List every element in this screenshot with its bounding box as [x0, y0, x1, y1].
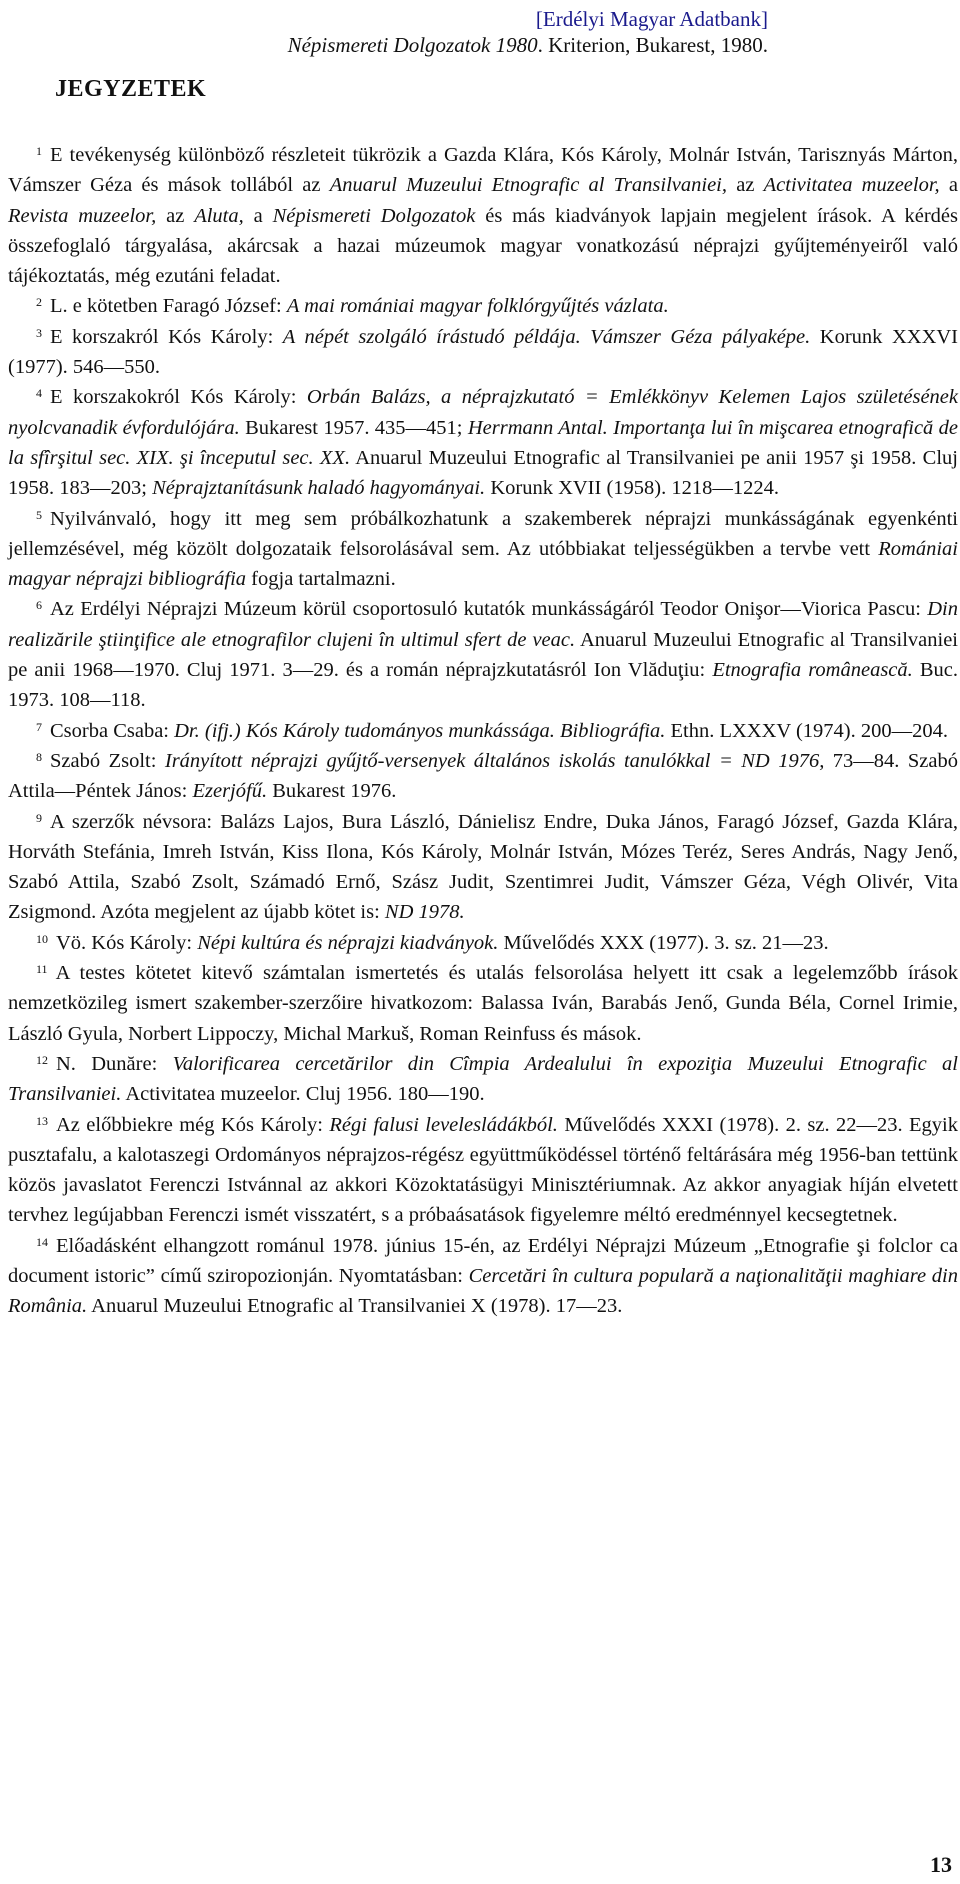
footnote-text: Buc. 1973. 108—118.: [8, 659, 958, 712]
footnote: [8, 1231, 958, 1322]
footnote-italic-text: Din realizările ştiinţifice ale etnografilor clujeni în ultimul sfert de veac.: [8, 598, 958, 651]
section-title: JEGYZETEK: [55, 76, 207, 102]
footnote-text: Anuarul Muzeului Etnografic al Transilvaniei pe anii 1957 şi 1958. Cluj 1958. 183—203;: [8, 446, 958, 500]
footnote-italic-text: Aluta,: [194, 204, 244, 227]
footnote-text: Nyilvánvaló, hogy itt meg sem próbálkozhatunk a szakemberek néprajzi munkásságának egyenkénti jellemzésével, még közölt dolgozataik felsorolásával sem. Az utóbbiakat teljességükben a tervbe vett: [8, 507, 958, 560]
footnote-text: Előadásként elhangzott románul 1978. június 15-én, az Erdélyi Néprajzi Múzeum „Etnografie şi folclor ca document istoric” című sziropozionján. Nyomtatásban:: [8, 1234, 958, 1287]
footnote-number: 3: [36, 325, 42, 340]
footnote-italic-text: Activitatea muzeelor,: [763, 174, 940, 197]
footnote: [8, 382, 958, 503]
footnote-number: 10: [36, 931, 48, 946]
footnote-number: 2: [36, 295, 42, 310]
footnote-number: 11: [36, 962, 48, 977]
footnote-text: N. Dunăre:: [56, 1052, 173, 1075]
footnote-text: L. e kötetben Faragó József:: [50, 295, 287, 318]
footnote-number: 8: [36, 749, 42, 764]
footnote-italic-text: Revista muzeelor,: [8, 204, 157, 227]
footnote-italic-text: Anuarul Muzeului Etnografic al Transilvaniei,: [329, 174, 728, 197]
footnote-text: Ethn. LXXXV (1974). 200—204.: [665, 719, 948, 742]
footnote: [8, 1110, 958, 1231]
citation-title: Népismereti Dolgozatok 1980: [287, 33, 538, 57]
footnote-italic-text: ND 1978.: [384, 901, 465, 924]
footnote-text: Csorba Csaba:: [50, 719, 175, 742]
footnote-text: Vö. Kós Károly:: [56, 931, 198, 954]
footnote-italic-text: Romániai magyar néprajzi bibliográfia: [8, 537, 958, 591]
footnote-text: E korszakokról Kós Károly:: [50, 386, 307, 409]
source-label: [Erdélyi Magyar Adatbank]: [535, 7, 768, 31]
footnote-number: 14: [36, 1234, 48, 1249]
footnote-text: Anuarul Muzeului Etnografic al Transilvaniei pe anii 1968—1970. Cluj 1971. 3—29. és a román néprajzkutatásról Ion Vlăduţiu:: [8, 628, 958, 682]
footnote-text: A szerzők névsora: Balázs Lajos, Bura László, Dánielisz Endre, Duka János, Faragó József, Gazda Klára, Horváth Stefánia, Imreh István, Kiss Ilona, Kós Károly, Molnár István, Mózes Teréz, Seres András, Nagy Jenő, Szabó Attila, Szabó Zsolt, Számadó Ernő, Szász Judit, Szentimrei Judit, Vámszer Géza, Végh Olivér, Vita Zsigmond. Azóta megjelent az újabb kötet is:: [8, 810, 958, 924]
footnote-text: E tevékenység különböző részleteit tükrözik a Gazda Klára, Kós Károly, Molnár István, Tarisznyás Márton, Vámszer Géza és mások tollából az: [8, 144, 958, 197]
footnote-italic-text: Herrmann Antal. Importanţa lui în mişcarea etnografică de la sfîrşitul sec. XIX. şi începutul sec. XX.: [8, 416, 958, 469]
footnote-italic-text: Népi kultúra és néprajzi kiadványok.: [197, 931, 499, 954]
footnote-text: Activitatea muzeelor. Cluj 1956. 180—190.: [121, 1083, 485, 1106]
footnote-italic-text: Orbán Balázs, a néprajzkutató = Emlékkönyv Kelemen Lajos születésének nyolcvanadik évfordulójára.: [8, 386, 958, 439]
footnote-text: A testes kötetet kitevő számtalan ismertetés és utalás felsorolása helyett itt csak a legelemzőbb írások nemzetközileg ismert szakember-szerzőire hivatkozom: Balassa Iván, Barabás Jenő, Gunda Béla, Cornel Irimie, László Gyula, Norbert Lippoczy, Michal Markuš, Roman Reinfuss és mások.: [8, 962, 958, 1045]
footnote: [8, 928, 958, 958]
footnote: [8, 504, 958, 595]
footnote-text: 73—84. Szabó Attila—Péntek János:: [8, 749, 958, 803]
footnote: [8, 746, 958, 807]
page-header: [288, 6, 768, 58]
footnote-italic-text: Néprajztanításunk haladó hagyományai.: [152, 477, 486, 500]
footnote: [8, 291, 958, 321]
footnote: [8, 1049, 958, 1110]
footnote-italic-text: Ezerjófű.: [192, 780, 268, 803]
footnote-text: Korunk XVII (1958). 1218—1224.: [485, 477, 779, 500]
footnote: [8, 716, 958, 746]
footnote-italic-text: Dr. (ifj.) Kós Károly tudományos munkássága. Bibliográfia.: [174, 719, 666, 742]
footnote-text: Korunk XXXVI (1977). 546—550.: [8, 325, 959, 379]
footnote-text: Művelődés XXX (1977). 3. sz. 21—23.: [498, 931, 829, 954]
citation-details: . Kriterion, Bukarest, 1980.: [537, 33, 768, 57]
footnote: [8, 140, 958, 291]
footnote-text: fogja tartalmazni.: [246, 568, 396, 591]
footnote-text: Művelődés XXXI (1978). 2. sz. 22—23. Egyik pusztafalu, a kalotaszegi Ordományos néprajzos-régész együttműködéssel történő feltárására még 1956-ban tettünk közös javaslatot Ferenczi Istvánnal az akkori Közoktatásügyi Minisztériumnak. Az akkor anyagiak híján elvetett tervhez legújabban Ferenczi ismét visszatért, s a próbaásatások figyelemre méltó eredménnyel kecsegtetnek.: [8, 1113, 958, 1227]
page-number: 13: [930, 1852, 952, 1877]
footnote-number: 13: [36, 1113, 48, 1128]
footnote: [8, 958, 958, 1049]
footnote-italic-text: Cercetări în cultura populară a naţionalităţii maghiare din România.: [8, 1264, 958, 1318]
footnote-number: 4: [36, 386, 42, 401]
footnote-text: és más kiadványok lapjain megjelent írások. A kérdés összefoglaló tárgyalása, akárcsak a hazai múzeumok magyar vonatkozású néprajzi gyűjteményeiről való tájékoztatás, még ezutáni feladat.: [8, 204, 959, 288]
footnote-text: az: [156, 204, 195, 227]
footnote-text: a: [243, 204, 273, 227]
footnote-text: Az előbbiekre még Kós Károly:: [56, 1113, 330, 1136]
footnote-text: Szabó Zsolt:: [50, 749, 165, 772]
footnote-italic-text: A népét szolgáló írástudó példája. Vámszer Géza pályaképe.: [282, 325, 811, 348]
footnote-number: 9: [36, 810, 42, 825]
footnote-italic-text: Régi falusi levelesládákból.: [329, 1113, 558, 1136]
footnote-number: 6: [36, 598, 42, 613]
footnote-italic-text: Valorificarea cercetărilor din Cîmpia Ardealului în expoziţia Muzeului Etnografic al Transilvaniei.: [8, 1052, 958, 1106]
footnote-text: E korszakról Kós Károly:: [50, 325, 283, 348]
footnote-text: az: [727, 174, 764, 197]
footnote-italic-text: Etnografia românească.: [712, 659, 913, 682]
footnote-number: 5: [36, 507, 42, 522]
footnote-text: Bukarest 1957. 435—451;: [239, 416, 468, 439]
footnote-text: Az Erdélyi Néprajzi Múzeum körül csoportosuló kutatók munkásságáról Teodor Onişor—Viorica Pascu:: [50, 598, 928, 621]
footnote-number: 7: [36, 719, 42, 734]
footnote: [8, 594, 958, 715]
footnote: [8, 322, 958, 383]
citation-line: [288, 32, 768, 58]
footnote-text: Bukarest 1976.: [267, 780, 397, 803]
footnote-number: 1: [36, 144, 42, 158]
footnote-italic-text: Irányított néprajzi gyűjtő-versenyek általános iskolás tanulókkal = ND 1976,: [164, 749, 825, 772]
footnote-italic-text: A mai romániai magyar folklórgyűjtés vázlata.: [286, 295, 669, 318]
notes-list: [8, 140, 958, 1322]
footnote-text: Anuarul Muzeului Etnografic al Transilvaniei X (1978). 17—23.: [87, 1295, 623, 1318]
footnote-italic-text: Népismereti Dolgozatok: [272, 204, 476, 227]
footnote: [8, 807, 958, 928]
footnote-text: a: [939, 174, 959, 197]
footnote-number: 12: [36, 1052, 48, 1067]
